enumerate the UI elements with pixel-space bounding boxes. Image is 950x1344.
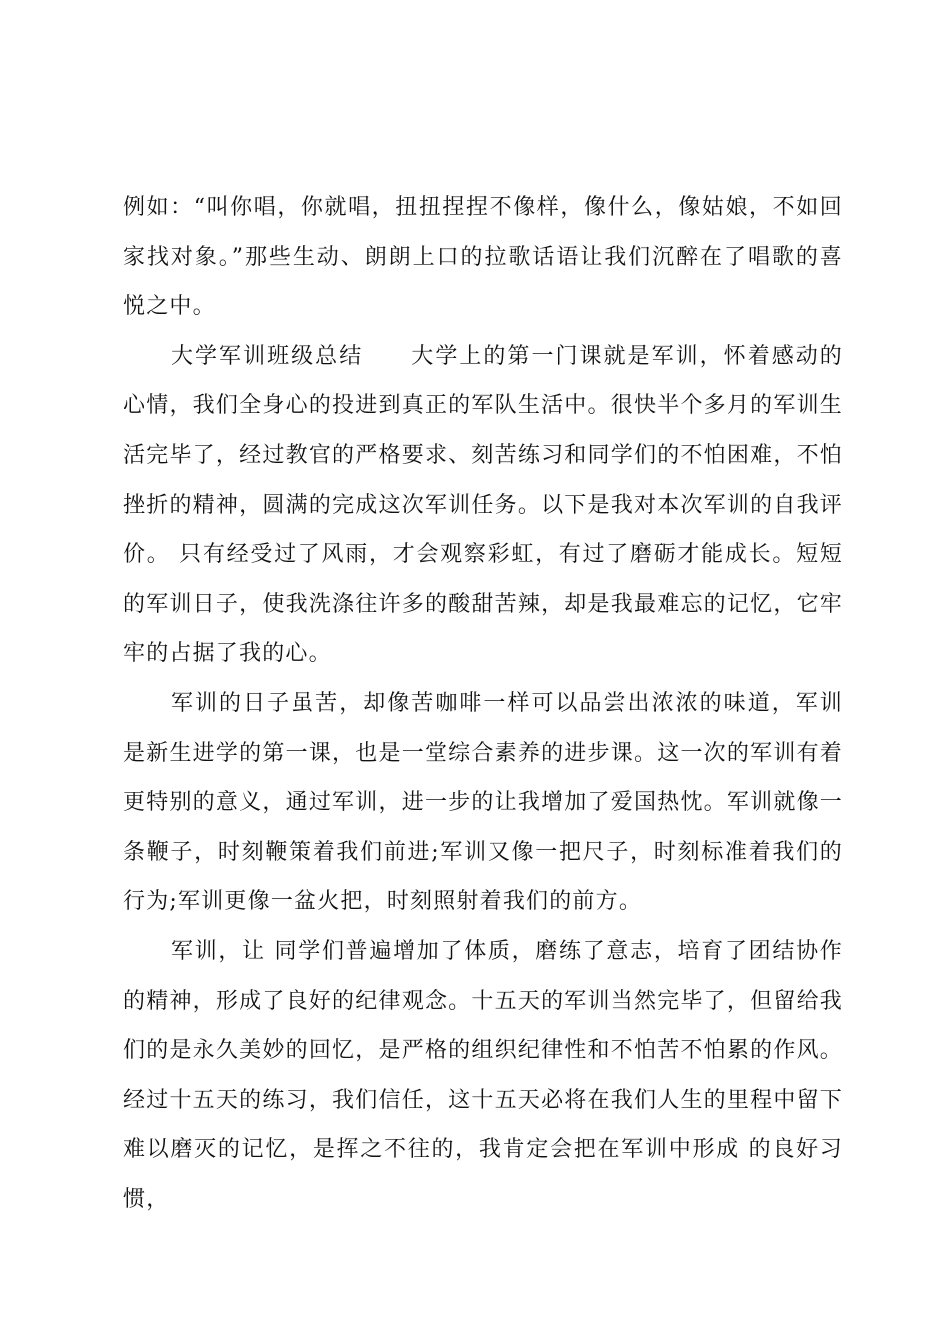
paragraph-4: 军训，让 同学们普遍增加了体质，磨练了意志，培育了团结协作的精神，形成了良好的纪律观念。十五天的军训当然完毕了，但留给我们的是永久美妙的回忆，是严格的组织纪律性和不怕苦不怕累的作风。经过十五天的练习，我们信任，这十五天必将在我们人生的里程中留下难以磨灭的记忆，是挥之不往的，我肯定会把在军训中形成 的良好习惯，	[123, 938, 843, 1212]
paragraph-3: 军训的日子虽苦，却像苦咖啡一样可以品尝出浓浓的味道，军训是新生进学的第一课，也是一堂综合素养的进步课。这一次的军训有着更特别的意义，通过军训，进一步的让我增加了爱国热忱。军训就像一条鞭子，时刻鞭策着我们前进;军训又像一把尺子，时刻标准着我们的行为;军训更像一盆火把，时刻照射着我们的前方。	[123, 690, 843, 915]
paragraph-1: 例如：“叫你唱，你就唱，扭扭捏捏不像样，像什么，像姑娘，不如回家找对象。”那些生动、朗朗上口的拉歌话语让我们沉醉在了唱歌的喜悦之中。	[123, 195, 843, 320]
document-body	[123, 183, 843, 1224]
paragraph-2: 大学军训班级总结 大学上的第一门课就是军训，怀着感动的心情，我们全身心的投进到真正的军队生活中。很快半个多月的军训生活完毕了，经过教官的严格要求、刻苦练习和同学们的不怕困难，不怕挫折的精神，圆满的完成这次军训任务。以下是我对本次军训的自我评价。 只有经受过了风雨，才会观察彩虹，有过了磨砺才能成长。短短的军训日子，使我洗涤往许多的酸甜苦辣，却是我最难忘的记忆，它牢牢的占据了我的心。	[123, 343, 843, 667]
